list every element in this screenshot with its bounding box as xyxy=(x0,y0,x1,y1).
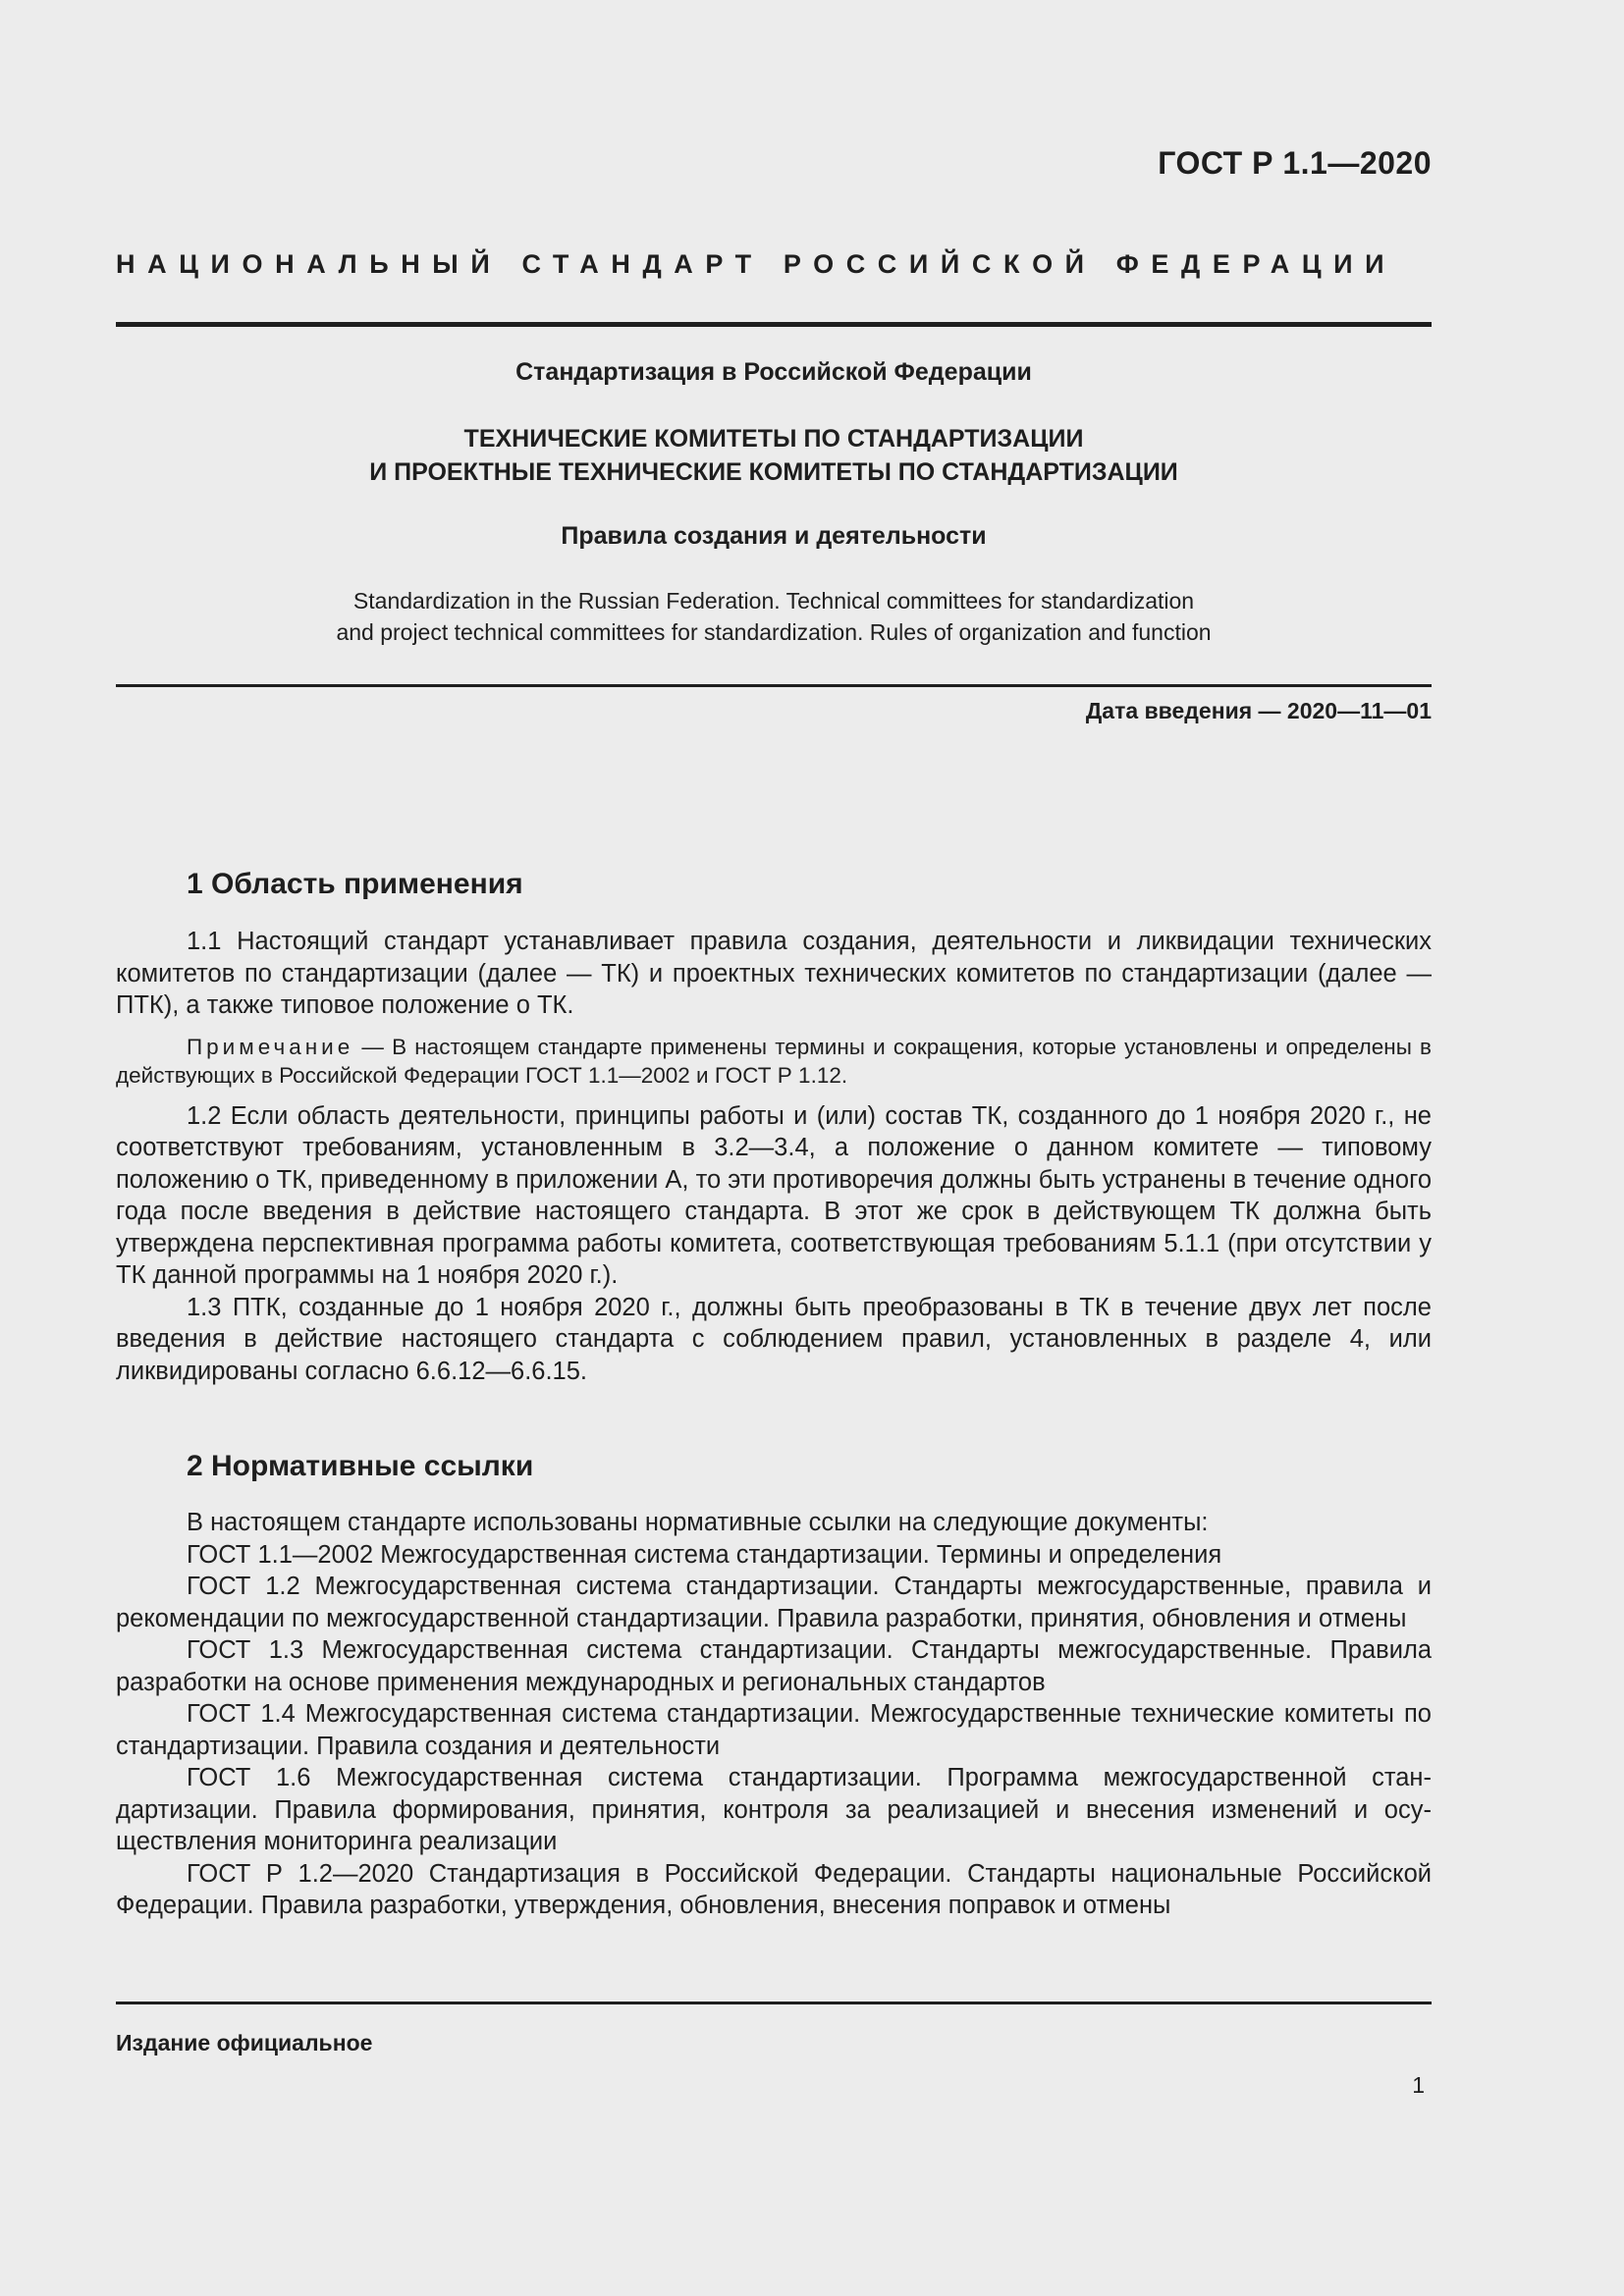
references-intro: В настоящем стандарте использованы нормативные ссылки на следующие документы: xyxy=(187,1509,1209,1536)
official-edition-label: Издание официальное xyxy=(116,2030,373,2056)
rules-title: Правила создания и деятельности xyxy=(561,522,987,550)
main-title-line-2: И ПРОЕКТНЫЕ ТЕХНИЧЕСКИЕ КОМИТЕТЫ ПО СТАНДАРТИЗАЦИИ xyxy=(369,458,1178,486)
reference-item: ГОСТ 1.4 Межгосударственная система стандартизации. Межгосударственные технические комитеты по стандартизации. Правила создания и деятельности xyxy=(116,1700,1432,1760)
reference-item: ГОСТ 1.3 Межгосударственная система стандартизации. Стандарты межгосударственные. Правила разработки на основе применения международных и региональных стандартов xyxy=(116,1636,1432,1696)
section-2-body xyxy=(116,1507,1432,1922)
reference-item: ГОСТ 1.1—2002 Межгосударственная система стандартизации. Термины и определения xyxy=(187,1540,1222,1569)
national-standard-banner: НАЦИОНАЛЬНЫЙ СТАНДАРТ РОССИЙСКОЙ ФЕДЕРАЦИИ xyxy=(116,249,1397,279)
main-title xyxy=(116,422,1432,489)
note xyxy=(116,1033,1432,1090)
section-2-heading: 2 Нормативные ссылки xyxy=(187,1450,534,1482)
paragraph-1-2: 1.2 Если область деятельности, принципы работы и (или) состав ТК, созданного до 1 ноября 2020 г., не соответствуют требованиям, установленным в 3.2—3.4, а положение о данном комитете — типовому положению о ТК, приведенному в приложении А, то эти противоречия должны быть устранены в течение одного года после введения в действие настоящего стандарта. В этот же срок в действующем ТК должна быть утверждена перспективная программа работы комитета, соответствующая требованиям 5.1.1 (при отсутствии у ТК данной программы на 1 ноября 2020 г.). xyxy=(116,1101,1432,1289)
reference-item: ГОСТ 1.2 Межгосударственная система стандартизации. Стандарты межгосударственные, правила и рекомендации по межгосударственной стандартизации. Правила разработки, принятия, обновления и отмены xyxy=(116,1573,1432,1632)
note-text: — В настоящем стандарте применены термины и сокращения, которые установлены и определены в действующих в Российской Федерации ГОСТ 1.1—2002 и ГОСТ Р 1.12. xyxy=(116,1034,1432,1088)
page-number: 1 xyxy=(1412,2072,1425,2098)
note-label: Примечание xyxy=(187,1034,354,1059)
top-divider xyxy=(116,322,1432,327)
main-title-line-1: ТЕХНИЧЕСКИЕ КОМИТЕТЫ ПО СТАНДАРТИЗАЦИИ xyxy=(463,425,1084,453)
introduction-date: Дата введения — 2020—11—01 xyxy=(1085,698,1432,723)
subtitle: Стандартизация в Российской Федерации xyxy=(515,358,1032,386)
english-title xyxy=(116,585,1432,648)
paragraph-1-3: 1.3 ПТК, созданные до 1 ноября 2020 г., должны быть преобразованы в ТК в течение двух лет после введения в действие настоящего стандарта с соблюдением правил, установленных в разделе 4, или ликвидированы согласно 6.6.12—6.6.15. xyxy=(116,1293,1432,1385)
reference-item: ГОСТ 1.6 Межгосударственная система стандартизации. Программа межгосударственной стандартизации. Правила формирования, принятия, контроля за реализацией и внесения изменений и осуществления мониторинга реализации xyxy=(116,1764,1432,1855)
english-title-line-2: and project technical committees for standardization. Rules of organization and function xyxy=(336,619,1212,645)
section-1-heading: 1 Область применения xyxy=(187,868,523,900)
paragraph-1-1: 1.1 Настоящий стандарт устанавливает правила создания, деятельности и ликвидации технических комитетов по стандартизации (далее — ТК) и проектных технических комитетов по стандартизации (далее — ПТК), а также типовое положение о ТК. xyxy=(116,928,1432,1019)
english-title-line-1: Standardization in the Russian Federation. Technical committees for standardization xyxy=(352,588,1195,614)
reference-item: ГОСТ Р 1.2—2020 Стандартизация в Российской Федерации. Стандарты национальные Российской Федерации. Правила разработки, утверждения, обновления, внесения поправок и отмены xyxy=(116,1859,1432,1919)
footer-divider xyxy=(116,2002,1432,2004)
section-1-body xyxy=(116,926,1432,1387)
title-divider xyxy=(116,684,1432,687)
document-number: ГОСТ Р 1.1—2020 xyxy=(1158,145,1432,181)
